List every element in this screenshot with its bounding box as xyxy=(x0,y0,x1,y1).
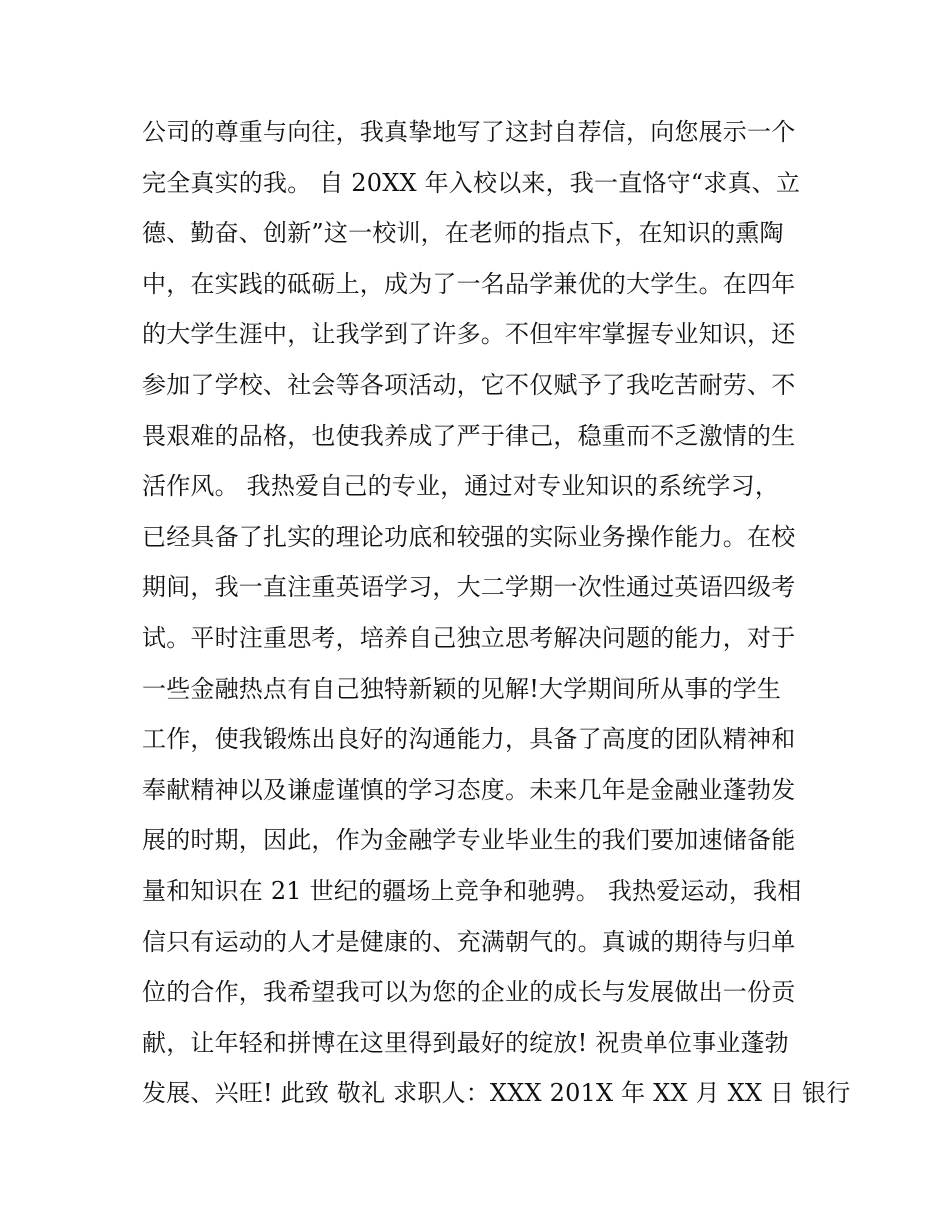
text-line: 畏艰难的品格，也使我养成了严于律己，稳重而不乏激情的生 xyxy=(142,421,796,450)
text-line: 德、勤奋、创新”这一校训，在老师的指点下，在知识的熏陶 xyxy=(142,219,784,248)
text-line: 一些金融热点有自己独特新颖的见解!大学期间所从事的学生 xyxy=(142,674,782,703)
text-line: 活作风。 我热爱自己的专业，通过对专业知识的系统学习， xyxy=(142,472,780,501)
text-line: 完全真实的我。 自 20XX 年入校以来，我一直恪守“求真、立 xyxy=(142,168,801,197)
text-line: 奉献精神以及谦虚谨慎的学习态度。未来几年是金融业蓬勃发 xyxy=(142,775,796,804)
text-line: 量和知识在 21 世纪的疆场上竞争和驰骋。 我热爱运动，我相 xyxy=(142,876,802,905)
text-line: 工作，使我锻炼出良好的沟通能力，具备了高度的团队精神和 xyxy=(142,725,796,754)
text-line: 公司的尊重与向往，我真挚地写了这封自荐信，向您展示一个 xyxy=(142,118,796,146)
text-line: 已经具备了扎实的理论功底和较强的实际业务操作能力。在校 xyxy=(142,522,796,551)
text-line: 展的时期，因此，作为金融学专业毕业生的我们要加速储备能 xyxy=(142,826,796,855)
text-line: 中，在实践的砥砺上，成为了一名品学兼优的大学生。在四年 xyxy=(142,269,796,298)
text-line: 献，让年轻和拼博在这里得到最好的绽放! 祝贵单位事业蓬勃 xyxy=(142,1028,789,1057)
text-line: 期间，我一直注重英语学习，大二学期一次性通过英语四级考 xyxy=(142,573,796,602)
text-line: 参加了学校、社会等各项活动，它不仅赋予了我吃苦耐劳、不 xyxy=(142,370,796,399)
text-line: 发展、兴旺! 此致 敬礼 求职人：XXX 201X 年 XX 月 XX 日 银行 xyxy=(142,1079,851,1108)
text-line: 的大学生涯中，让我学到了许多。不但牢牢掌握专业知识，还 xyxy=(142,320,796,349)
text-line: 试。平时注重思考，培养自己独立思考解决问题的能力，对于 xyxy=(142,623,796,652)
letter-body xyxy=(142,107,851,1119)
text-line: 位的合作，我希望我可以为您的企业的成长与发展做出一份贡 xyxy=(142,978,796,1007)
text-line: 信只有运动的人才是健康的、充满朝气的。真诚的期待与归单 xyxy=(142,927,796,956)
